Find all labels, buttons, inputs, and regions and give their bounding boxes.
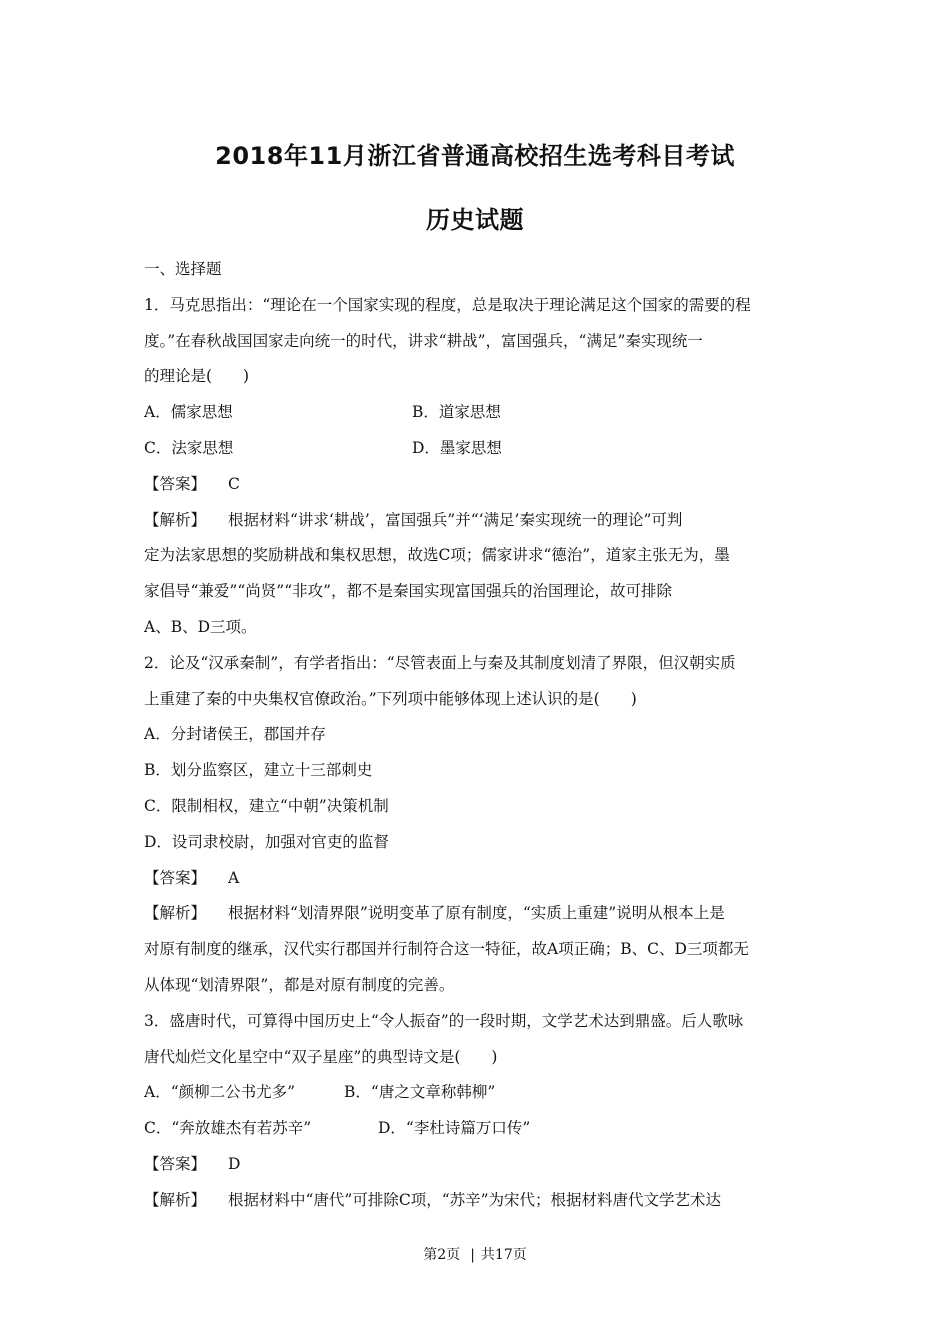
question-1-line-3: 的理论是( ) [144,367,250,386]
section-heading: 一、选择题 [144,260,222,278]
question-1-answer [144,467,808,503]
question-1-option-b: B．道家思想 [412,403,501,422]
question-2-option-a: A．分封诸侯王，郡国并存 [144,725,326,744]
question-2-option-c: C．限制相权，建立“中朝”决策机制 [144,796,389,815]
question-2-answer [144,861,808,897]
analysis-text: 根据材料中“唐代”可排除C项，“苏辛”为宋代；根据材料唐代文学艺术达 [228,1190,722,1209]
question-2-analysis-line-2: 对原有制度的继承，汉代实行郡国并行制符合这一特征，故A项正确；B、C、D三项都无 [144,940,749,959]
footer-separator: | [470,1247,475,1263]
document-body [144,252,808,1219]
question-2-line-2: 上重建了秦的中央集权官僚政治。”下列项中能够体现上述认识的是( ) [144,689,637,708]
question-1-option-c: C．法家思想 [144,438,234,457]
analysis-text: 根据材料“讲求‘耕战’，富国强兵”并“‘满足’秦实现统一的理论”可判 [228,510,683,529]
answer-tag: 【答案】 [144,474,207,493]
exam-subject-title: 历史试题 [426,206,524,234]
question-1-options-row-1 [144,395,808,431]
page-number: 第2页 [423,1247,461,1263]
analysis-tag: 【解析】 [144,510,207,529]
question-1-analysis-line-1 [144,503,808,539]
question-3-analysis-line-1 [144,1183,808,1219]
question-3-answer [144,1147,808,1183]
question-2-line-1: 2．论及“汉承秦制”，有学者指出：“尽管表面上与秦及其制度划清了界限，但汉朝实质 [144,653,736,672]
question-3-option-c: C．“奔放雄杰有若苏辛” [144,1119,312,1138]
exam-title: 2018年11月浙江省普通高校招生选考科目考试 [215,142,735,170]
question-1-options-row-2 [144,431,808,467]
page-total: 共17页 [480,1247,527,1263]
answer-tag: 【答案】 [144,868,207,887]
answer-value: C [228,474,240,493]
question-2-option-d: D．设司隶校尉，加强对官吏的监督 [144,832,389,851]
question-1-option-d: D．墨家思想 [412,438,502,457]
question-1-option-a: A．儒家思想 [144,403,233,422]
question-3-line-2: 唐代灿烂文化星空中“双子星座”的典型诗文是( ) [144,1047,498,1066]
question-3-options-row-1 [144,1075,808,1111]
question-1-line-1: 1．马克思指出：“理论在一个国家实现的程度，总是取决于理论满足这个国家的需要的程 [144,295,751,314]
question-3-options-row-2 [144,1111,808,1147]
analysis-tag: 【解析】 [144,904,207,923]
question-3-option-d: D．“李杜诗篇万口传” [378,1119,531,1138]
answer-tag: 【答案】 [144,1154,207,1173]
question-3-option-a: A．“颜柳二公书尤多” [144,1083,296,1102]
analysis-tag: 【解析】 [144,1190,207,1209]
question-3-option-b: B．“唐之文章称韩柳” [344,1083,496,1102]
question-2-option-b: B．划分监察区，建立十三部刺史 [144,761,373,780]
question-1-line-2: 度。”在春秋战国国家走向统一的时代，讲求“耕战”，富国强兵，“满足”秦实现统一 [144,331,703,350]
answer-value: A [228,868,240,887]
page-footer [0,1244,950,1264]
question-1-analysis-line-3: 家倡导“兼爱”“尚贤”“非攻”，都不是秦国实现富国强兵的治国理论，故可排除 [144,582,673,601]
question-1-analysis-line-2: 定为法家思想的奖励耕战和集权思想，故选C项；儒家讲求“德治”，道家主张无为，墨 [144,546,730,565]
question-2-analysis-line-1 [144,896,808,932]
answer-value: D [228,1154,241,1173]
question-1-analysis-line-4: A、B、D三项。 [144,617,257,636]
analysis-text: 根据材料“划清界限”说明变革了原有制度，“实质上重建”说明从根本上是 [228,904,725,923]
question-3-line-1: 3．盛唐时代，可算得中国历史上“令人振奋”的一段时期，文学艺术达到鼎盛。后人歌咏 [144,1011,744,1030]
question-2-analysis-line-3: 从体现“划清界限”，都是对原有制度的完善。 [144,975,455,994]
